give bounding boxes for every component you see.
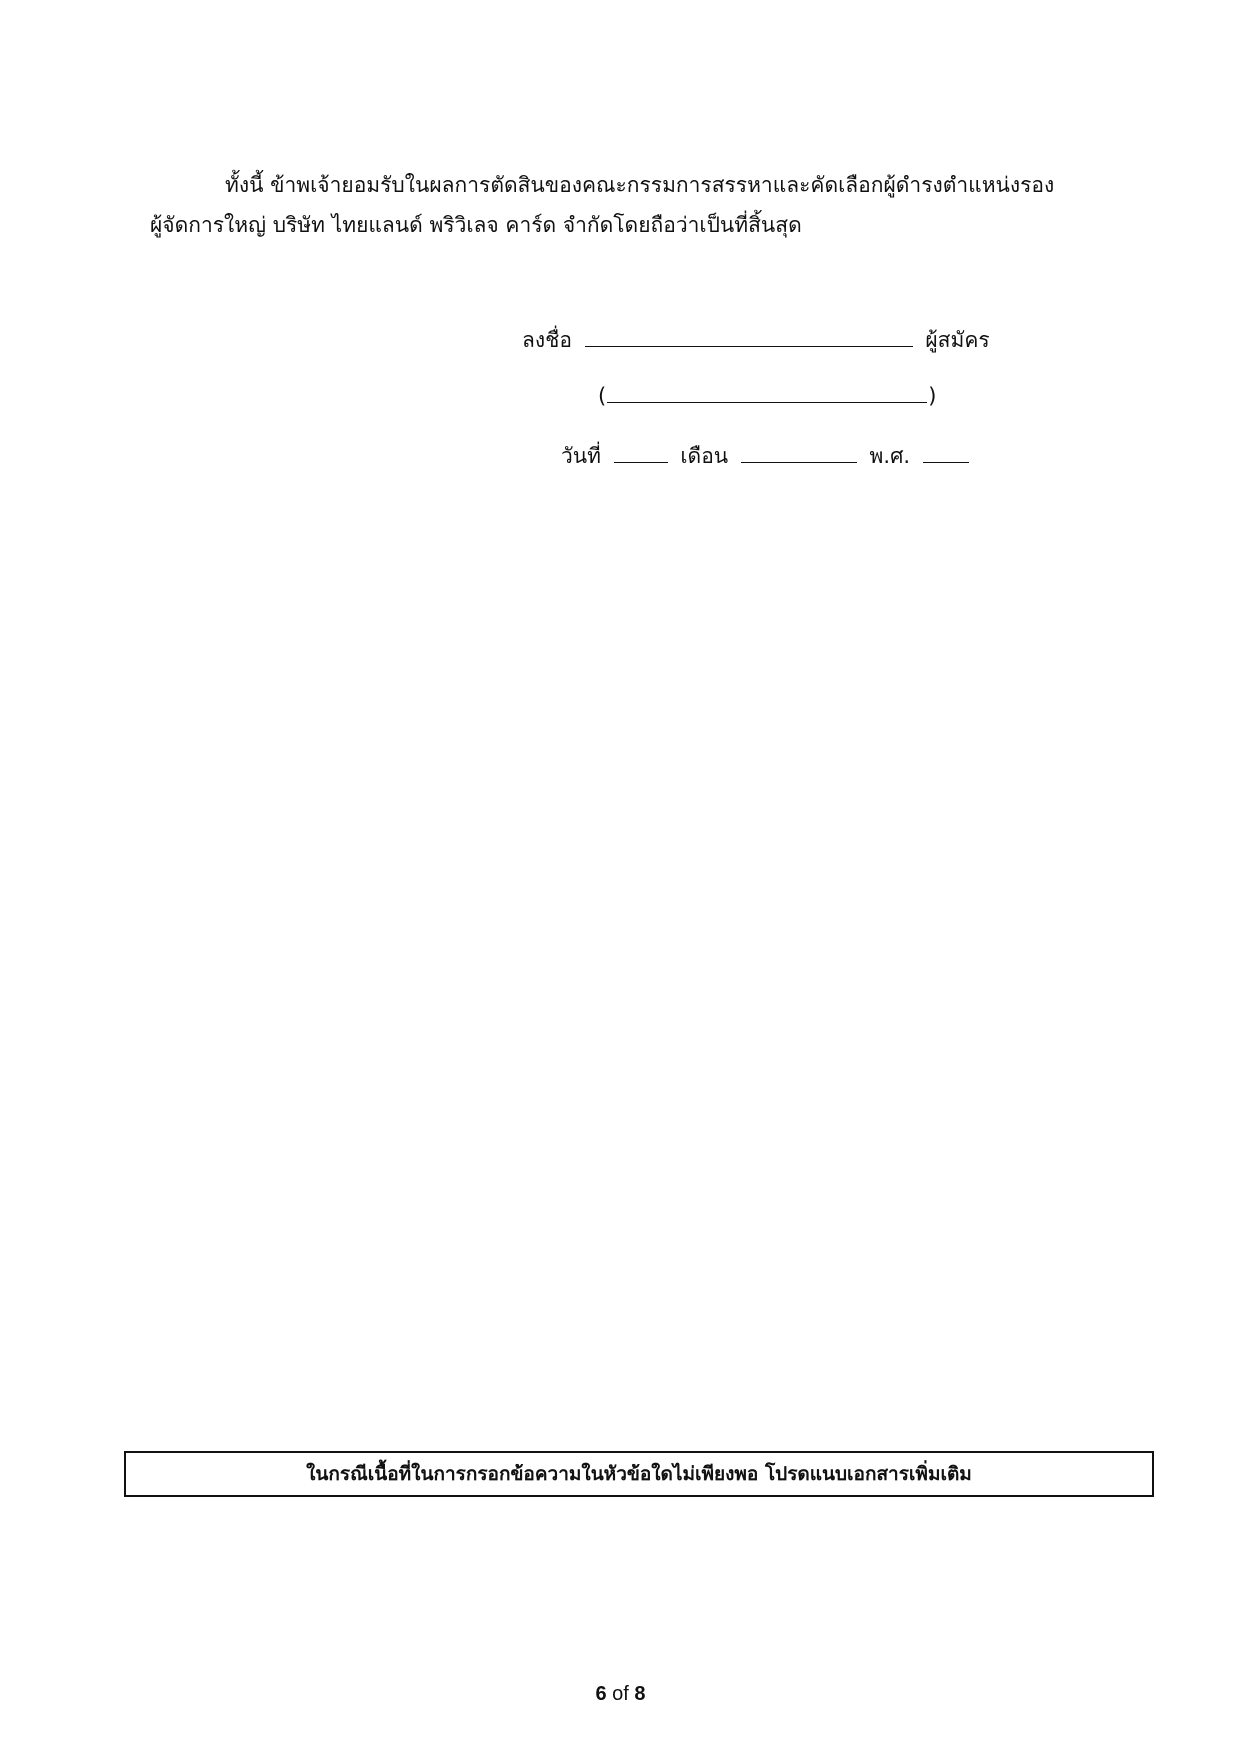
signature-line [522,326,990,354]
day-label: วันที่ [561,444,601,468]
close-paren: ) [928,384,937,408]
additional-documents-note [124,1451,1154,1497]
month-blank[interactable] [741,442,857,463]
signature-blank[interactable] [585,326,913,347]
month-label: เดือน [680,444,729,468]
note-text: ในกรณีเนื้อที่ในการกรอกข้อความในหัวข้อใดไม่เพียงพอ โปรดแนบเอกสารเพิ่มเติม [306,1463,972,1485]
year-label: พ.ศ. [869,444,911,468]
paragraph-line-1: ทั้งนี้ ข้าพเจ้ายอมรับในผลการตัดสินของคณะกรรมการสรรหาและคัดเลือกผู้ดำรงตำแหน่งรอง [225,173,1055,197]
current-page-number: 6 [595,1683,607,1705]
printed-name-blank[interactable] [607,382,927,403]
of-label: of [612,1683,629,1705]
paragraph-line-2: ผู้จัดการใหญ่ บริษัท ไทยแลนด์ พริวิเลจ คาร์ด จำกัดโดยถือว่าเป็นที่สิ้นสุด [150,213,802,237]
year-blank[interactable] [923,442,969,463]
applicant-label: ผู้สมัคร [925,328,990,352]
day-blank[interactable] [614,442,668,463]
printed-name-line [598,382,936,410]
sign-label: ลงชื่อ [522,328,572,352]
date-line [561,442,975,470]
page-number [0,1683,1241,1706]
acceptance-paragraph [150,165,1100,245]
total-page-number: 8 [634,1683,646,1705]
open-paren: ( [598,384,607,408]
